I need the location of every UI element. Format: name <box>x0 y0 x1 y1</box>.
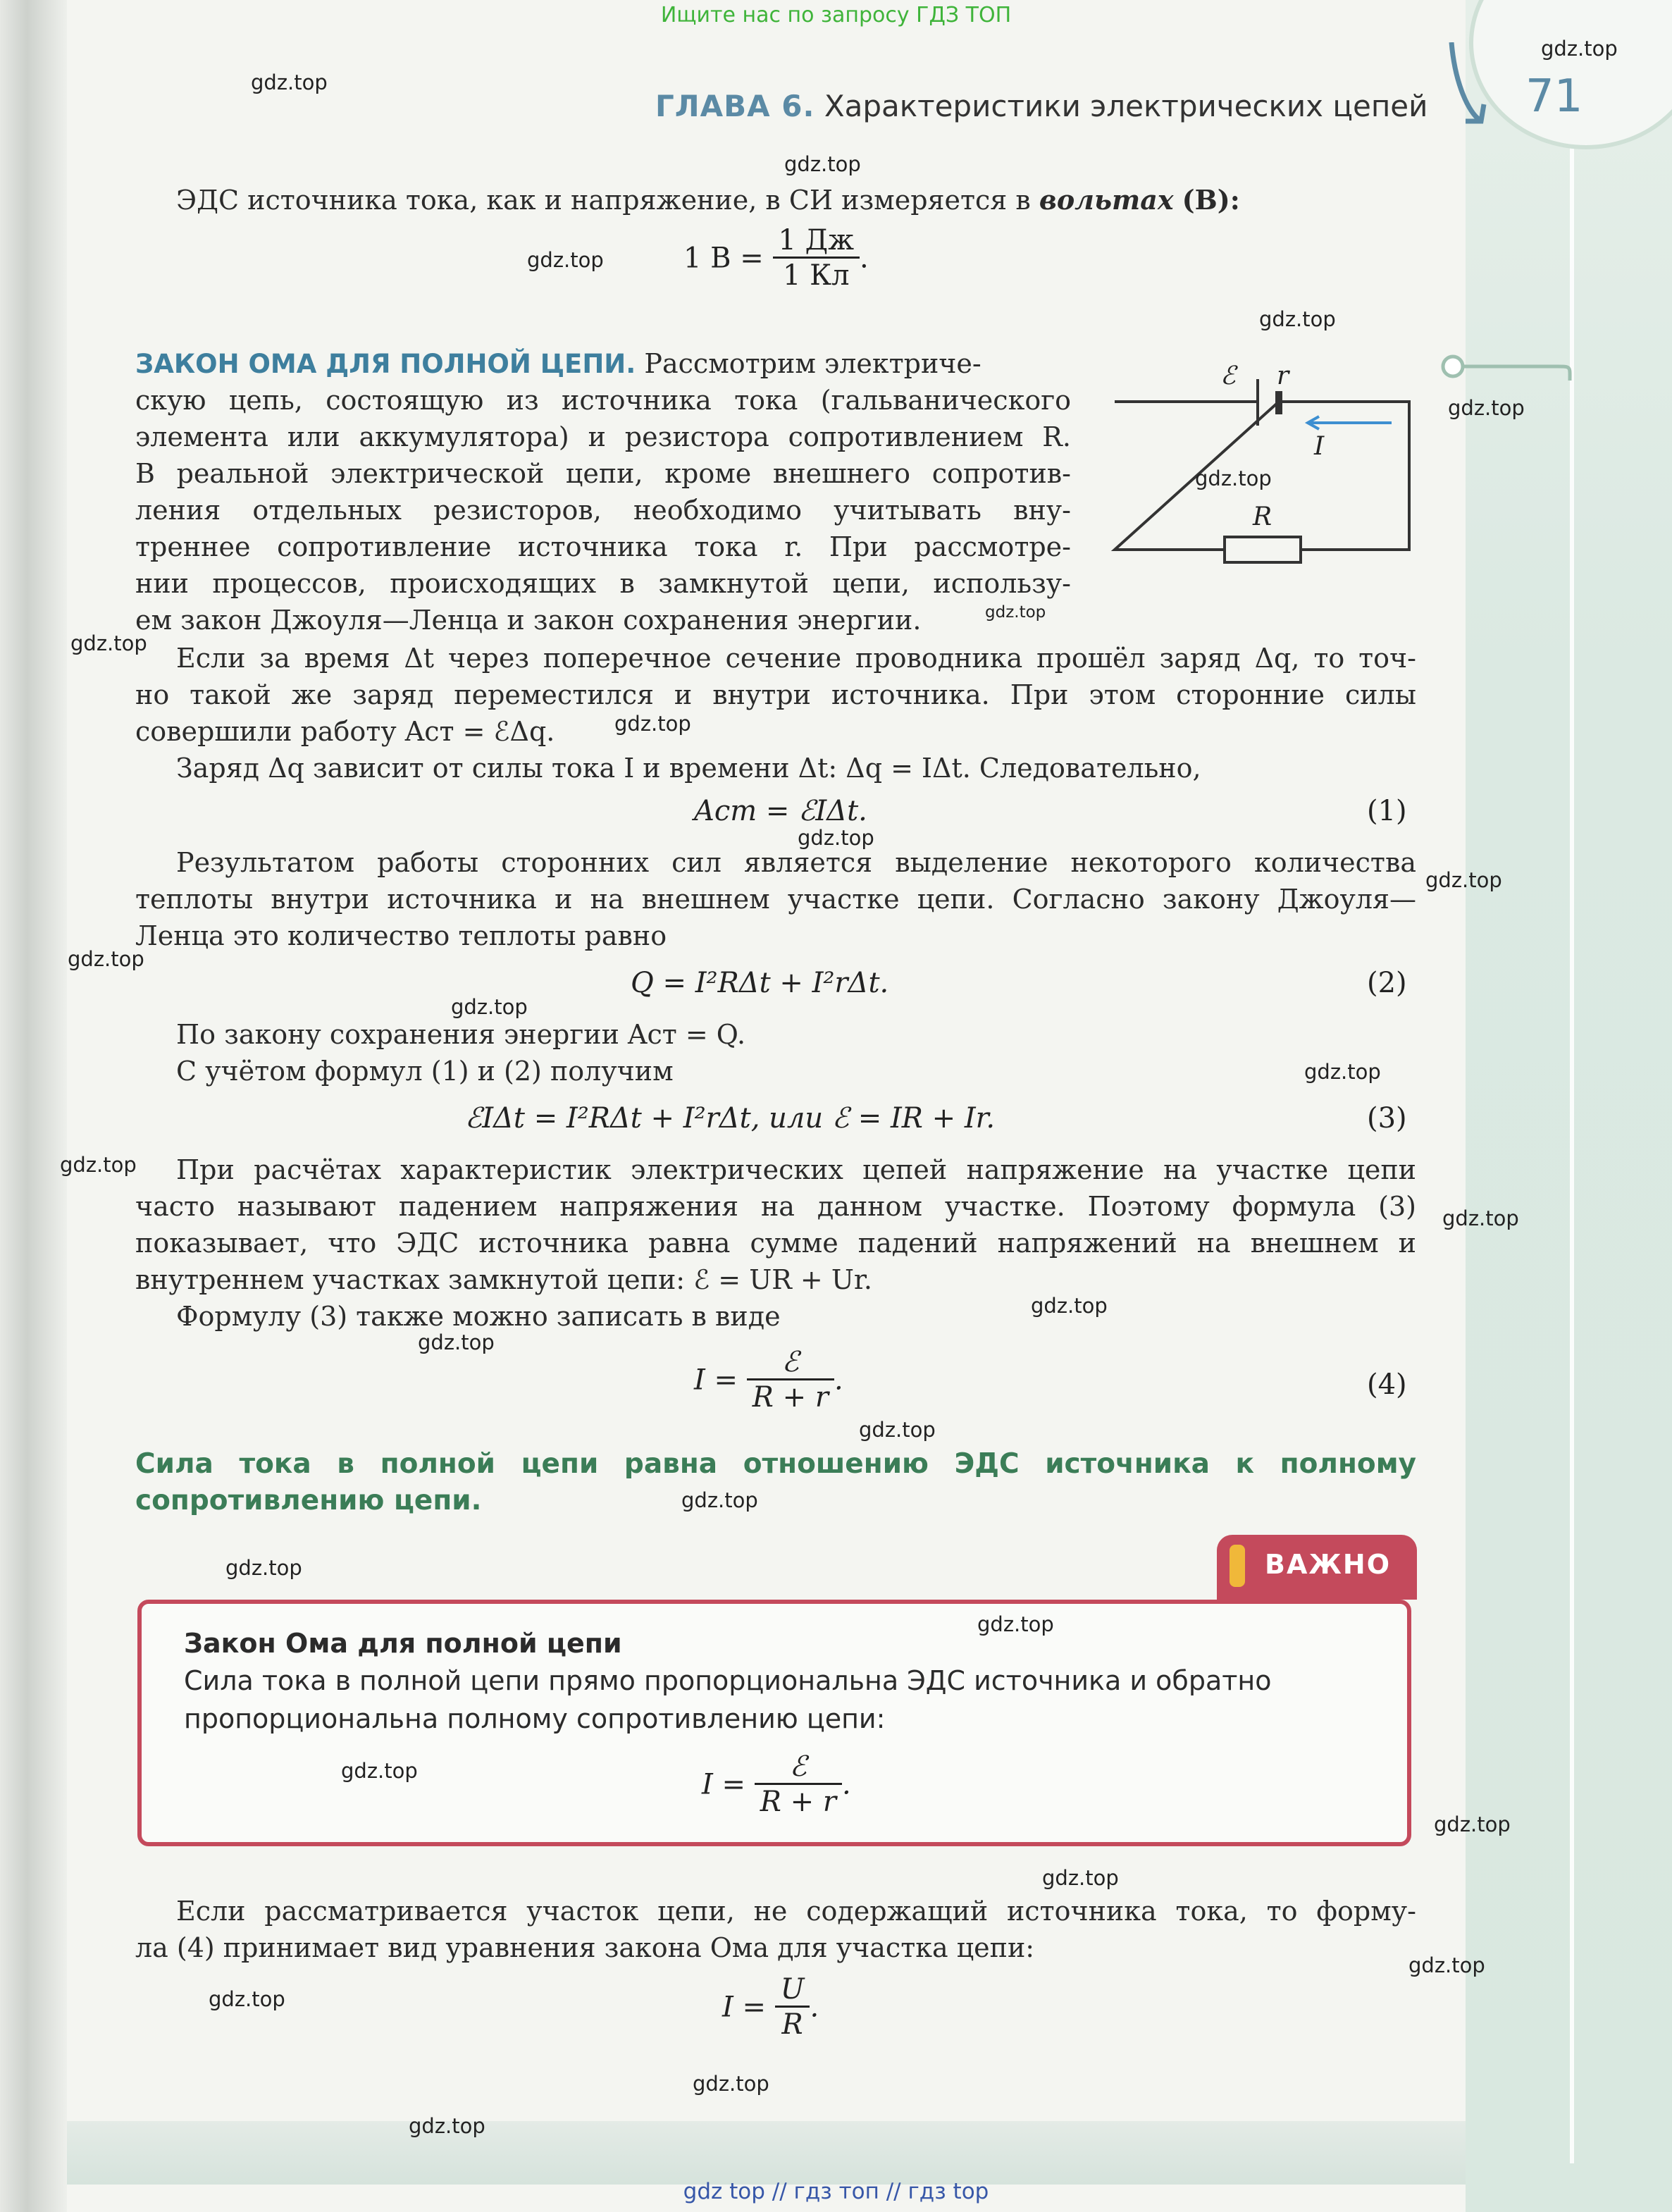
emf-label: ℰ <box>1220 362 1236 390</box>
paragraph-line: но такой же заряд переместился и внутри источника. При этом сторонние силы <box>135 679 1416 710</box>
margin-connector-icon <box>1437 352 1606 381</box>
section-line: элемента или аккумулятора) и резистора сопротивлением R. <box>135 421 1071 452</box>
page-number: 71 <box>1525 70 1583 123</box>
watermark: gdz.top <box>341 1759 418 1783</box>
watermark: gdz.top <box>527 248 604 272</box>
watermark: gdz.top <box>681 1488 758 1512</box>
paragraph-line: Ленца это количество теплоты равно <box>135 920 667 951</box>
watermark: gdz.top <box>1448 396 1525 420</box>
watermark: gdz.top <box>251 70 328 94</box>
paragraph-line: Если за время Δt через поперечное сечение проводника прошёл заряд Δq, то точ- <box>176 643 1416 674</box>
watermark: gdz.top <box>693 2072 769 2096</box>
chapter-title: Характеристики электрических цепей <box>824 89 1428 123</box>
equation-4-label: (4) <box>1367 1368 1407 1401</box>
paragraph-line: показывает, что ЭДС источника равна сумме падений напряжений на внешнем и <box>135 1228 1416 1259</box>
watermark: gdz.top <box>798 826 874 850</box>
important-formula: I = $\frac{\text{ℰ}}{R + r}$ . <box>702 1750 851 1818</box>
paragraph-line: теплоты внутри источника и на внешнем участке цепи. Согласно закону Джоуля— <box>135 884 1416 915</box>
section-line: скую цепь, состоящую из источника тока (гальванического <box>135 385 1071 416</box>
rule-statement-line: сопротивлению цепи. <box>135 1485 482 1516</box>
section-line: треннее сопротивление источника тока r. При рассмотре- <box>135 531 1071 562</box>
equation-1: Aст = ℰIΔt. <box>694 795 867 827</box>
paragraph-line: Результатом работы сторонних сил является выделение некоторого количества <box>176 847 1416 878</box>
section-first-line: ЗАКОН ОМА ДЛЯ ПОЛНОЙ ЦЕПИ. Рассмотрим электриче- <box>135 348 981 379</box>
chapter-label: ГЛАВА 6. <box>655 89 815 123</box>
paragraph-line: Формулу (3) также можно записать в виде <box>176 1301 781 1332</box>
resistor-symbol <box>1225 537 1301 562</box>
watermark: gdz.top <box>1042 1866 1119 1890</box>
watermark: gdz.top <box>1425 868 1502 892</box>
right-decorative-band <box>1466 0 1672 2212</box>
watermark: gdz.top <box>859 1418 936 1442</box>
equation-3: ℰIΔt = I²RΔt + I²rΔt, или ℰ = IR + Ir. <box>465 1102 996 1135</box>
watermark: gdz.top <box>614 712 691 736</box>
paragraph-line: Заряд Δq зависит от силы тока I и времени Δt: Δq = IΔt. Следовательно, <box>176 753 1201 784</box>
watermark: gdz.top <box>60 1153 137 1177</box>
section-line: В реальной электрической цепи, кроме внешнего сопротив- <box>135 458 1071 489</box>
watermark: gdz.top <box>1442 1206 1519 1230</box>
volt-definition-formula: 1 В = $\frac{1 Дж}{1 Кл}$ . <box>683 224 869 292</box>
watermark: gdz.top <box>1408 1953 1485 1977</box>
watermark: gdz.top <box>209 1987 285 2011</box>
watermark: gdz.top <box>418 1330 495 1354</box>
watermark: gdz.top <box>68 947 144 971</box>
current-label: I <box>1314 432 1325 461</box>
paragraph-line: С учётом формул (1) и (2) получим <box>176 1056 674 1087</box>
important-badge: ВАЖНО <box>1217 1535 1417 1600</box>
paragraph-line: По закону сохранения энергии Aст = Q. <box>176 1019 746 1050</box>
watermark: gdz.top <box>409 2114 485 2138</box>
watermark: gdz.top <box>451 995 528 1019</box>
exclamation-icon <box>1230 1545 1245 1587</box>
paragraph-line: часто называют падением напряжения на данном участке. Поэтому формула (3) <box>135 1191 1416 1222</box>
equation-3-label: (3) <box>1367 1102 1407 1135</box>
section-line: ления отдельных резисторов, необходимо учитывать вну- <box>135 495 1071 526</box>
equation-2-label: (2) <box>1367 967 1407 999</box>
book-spine-shadow <box>0 0 67 2212</box>
paragraph-line: совершили работу Aст = ℰΔq. <box>135 716 555 747</box>
resistor-label: R <box>1253 502 1272 531</box>
watermark: gdz.top <box>1304 1060 1381 1084</box>
watermark: gdz.top <box>1434 1812 1511 1836</box>
section-heading: ЗАКОН ОМА ДЛЯ ПОЛНОЙ ЦЕПИ. <box>135 349 636 379</box>
watermark: gdz.top <box>977 1612 1054 1636</box>
important-title: Закон Ома для полной цепи <box>184 1628 622 1659</box>
bottom-banner[interactable]: gdz top // гдз топ // гдз top <box>683 2179 989 2204</box>
watermark: gdz.top <box>1031 1294 1108 1318</box>
curved-arrow-icon <box>1437 42 1501 127</box>
equation-4: I = $\frac{\text{ℰ}}{R + r}$ . <box>694 1346 843 1414</box>
equation-5: I = $\frac{U}{R}$ . <box>722 1973 819 2041</box>
watermark: gdz.top <box>1541 37 1618 61</box>
intro-line: ЭДС источника тока, как и напряжение, в СИ измеряется в вольтах (В): <box>176 184 1240 216</box>
equation-1-label: (1) <box>1367 795 1407 827</box>
paragraph-line: ла (4) принимает вид уравнения закона Ома для участка цепи: <box>135 1932 1035 1963</box>
watermark: gdz.top <box>225 1556 302 1580</box>
section-line: ем закон Джоуля—Ленца и закон сохранения энергии. <box>135 605 922 636</box>
paragraph-line: Если рассматривается участок цепи, не содержащий источника тока, то форму- <box>176 1896 1416 1927</box>
watermark: gdz.top <box>1195 467 1272 490</box>
watermark: gdz.top <box>1259 307 1336 331</box>
chapter-header <box>655 89 1428 123</box>
rule-statement-line: Сила тока в полной цепи равна отношению ЭДС источника к полному <box>135 1448 1416 1480</box>
paragraph-line: При расчётах характеристик электрических цепей напряжение на участке цепи <box>176 1154 1416 1185</box>
equation-2: Q = I²RΔt + I²rΔt. <box>631 967 889 999</box>
right-decorative-line <box>1570 120 1574 2163</box>
paragraph-line: внутреннем участках замкнутой цепи: ℰ = UR + Ur. <box>135 1264 872 1295</box>
top-banner[interactable]: Ищите нас по запросу ГДЗ ТОП <box>660 3 1012 27</box>
watermark: gdz.top <box>985 603 1046 622</box>
internal-resistance-label: r <box>1277 362 1289 390</box>
section-line: нии процессов, происходящих в замкнутой цепи, использу- <box>135 568 1071 599</box>
watermark: gdz.top <box>70 631 147 655</box>
important-box <box>137 1600 1411 1846</box>
important-text: Сила тока в полной цепи прямо пропорциональна ЭДС источника и обратно пропорциональна полному сопротивлению цепи: <box>184 1665 1272 1734</box>
watermark: gdz.top <box>784 152 861 176</box>
